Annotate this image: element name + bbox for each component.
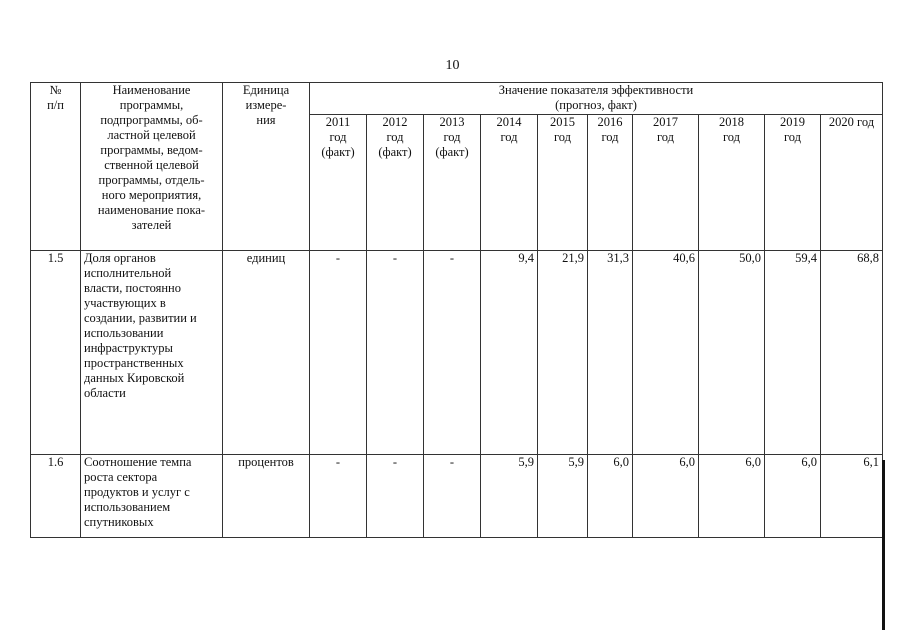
- row-value: 6,0: [765, 455, 821, 538]
- header-unit: Единица измере- ния: [223, 83, 310, 251]
- row-value: 6,1: [821, 455, 883, 538]
- header-year: 2016 год: [588, 115, 633, 251]
- row-value: -: [424, 455, 481, 538]
- row-value: 40,6: [633, 251, 699, 455]
- table-row: [31, 455, 883, 538]
- scan-edge-mark: [882, 460, 885, 630]
- row-value: 5,9: [538, 455, 588, 538]
- row-value: -: [310, 455, 367, 538]
- row-value: -: [310, 251, 367, 455]
- row-value: 31,3: [588, 251, 633, 455]
- header-year: 2019 год: [765, 115, 821, 251]
- row-value: 6,0: [633, 455, 699, 538]
- row-unit: процентов: [223, 455, 310, 538]
- row-value: -: [424, 251, 481, 455]
- row-value: 6,0: [588, 455, 633, 538]
- row-name: Доля органов исполнительной власти, постоянно участвующих в создании, развитии и использовании инфраструктуры пространственных данных Кировской области: [81, 251, 223, 455]
- row-value: -: [367, 455, 424, 538]
- row-value: 6,0: [699, 455, 765, 538]
- header-year: 2012 год (факт): [367, 115, 424, 251]
- header-year: 2020 год: [821, 115, 883, 251]
- header-values: Значение показателя эффективности (прогноз, факт): [310, 83, 883, 115]
- header-year: 2014 год: [481, 115, 538, 251]
- row-value: 21,9: [538, 251, 588, 455]
- header-name: Наименование программы, подпрограммы, об- ластной целевой программы, ведом- ственной целевой программы, отдель- ного мероприятия, наименование пока- зателей: [81, 83, 223, 251]
- header-year: 2011 год (факт): [310, 115, 367, 251]
- header-row-1: [31, 83, 883, 115]
- row-value: 50,0: [699, 251, 765, 455]
- row-number: 1.5: [31, 251, 81, 455]
- header-year: 2018 год: [699, 115, 765, 251]
- row-value: 68,8: [821, 251, 883, 455]
- row-unit: единиц: [223, 251, 310, 455]
- table-row: [31, 251, 883, 455]
- header-year: 2013 год (факт): [424, 115, 481, 251]
- header-year: 2015 год: [538, 115, 588, 251]
- row-value: 9,4: [481, 251, 538, 455]
- row-value: 5,9: [481, 455, 538, 538]
- page-number: 10: [445, 58, 460, 73]
- row-value: -: [367, 251, 424, 455]
- indicators-table: [30, 82, 883, 538]
- row-number: 1.6: [31, 455, 81, 538]
- header-year: 2017 год: [633, 115, 699, 251]
- row-name: Соотношение темпа роста сектора продуктов и услуг с использованием спутниковых: [81, 455, 223, 538]
- header-number: № п/п: [31, 83, 81, 251]
- row-value: 59,4: [765, 251, 821, 455]
